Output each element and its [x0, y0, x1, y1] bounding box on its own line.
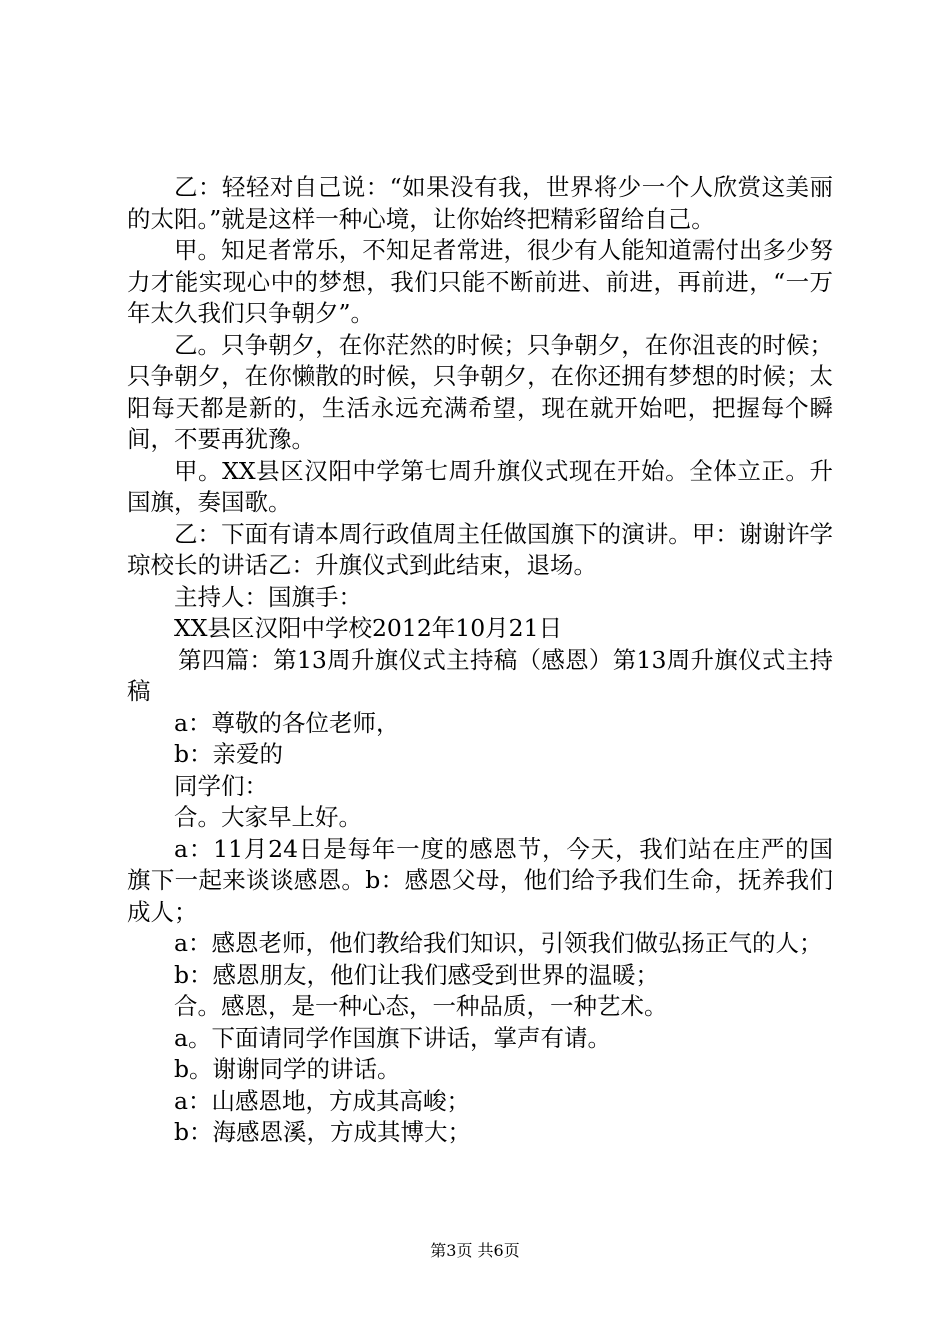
paragraph: b：亲爱的: [174, 740, 284, 768]
paragraph: a。下面请同学作国旗下讲话，掌声有请。: [174, 1023, 612, 1052]
paragraph: a：山感恩地，方成其高峻；: [174, 1086, 471, 1115]
paragraph: a：11月24日是每年一度的感恩节，今天，我们站在庄严的国旗下一起来谈谈感恩。b：感恩父母，他们给予我们生命，抚养我们成人；: [127, 834, 833, 926]
paragraph: XX县区汉阳中学校2012年10月21日: [174, 614, 563, 642]
paragraph: 甲。知足者常乐，不知足者常进，很少有人能知道需付出多少努力才能实现心中的梦想，我们只能不断前进、前进，再前进，“一万年太久我们只争朝夕”。: [127, 236, 833, 327]
paragraph: 合。大家早上好。: [174, 803, 362, 831]
paragraph: 主持人：国旗手：: [174, 582, 362, 611]
section-heading: 第四篇：第13周升旗仪式主持稿（感恩）第13周升旗仪式主持稿: [127, 645, 833, 705]
paragraph: 合。感恩，是一种心态，一种品质，一种艺术。: [174, 992, 668, 1020]
paragraph: a：感恩老师，他们教给我们知识，引领我们做弘扬正气的人；: [174, 929, 823, 957]
paragraph: b：感恩朋友，他们让我们感受到世界的温暖；: [174, 960, 660, 989]
page-number-footer: 第3页 共6页: [430, 1241, 520, 1260]
paragraph: b。谢谢同学的讲话。: [174, 1055, 401, 1083]
paragraph: 同学们：: [174, 771, 268, 800]
paragraph: a：尊敬的各位老师，: [174, 708, 400, 737]
document-body: [127, 172, 833, 1149]
paragraph: b：海感恩溪，方成其博大；: [174, 1118, 472, 1146]
paragraph: 乙：下面有请本周行政值周主任做国旗下的演讲。甲：谢谢许学琼校长的讲话乙：升旗仪式到此结束，退场。: [127, 519, 833, 579]
paragraph: 乙。只争朝夕，在你茫然的时候；只争朝夕，在你沮丧的时候；只争朝夕，在你懒散的时候，只争朝夕，在你还拥有梦想的时候；太阳每天都是新的，生活永远充满希望，现在就开始吧，把握每个瞬间，不要再犹豫。: [127, 330, 833, 453]
paragraph: 乙：轻轻对自己说：“如果没有我，世界将少一个人欣赏这美丽的太阳。”就是这样一种心境，让你始终把精彩留给自己。: [127, 173, 833, 233]
paragraph: 甲。XX县区汉阳中学第七周升旗仪式现在开始。全体立正。升国旗，奏国歌。: [127, 456, 833, 516]
